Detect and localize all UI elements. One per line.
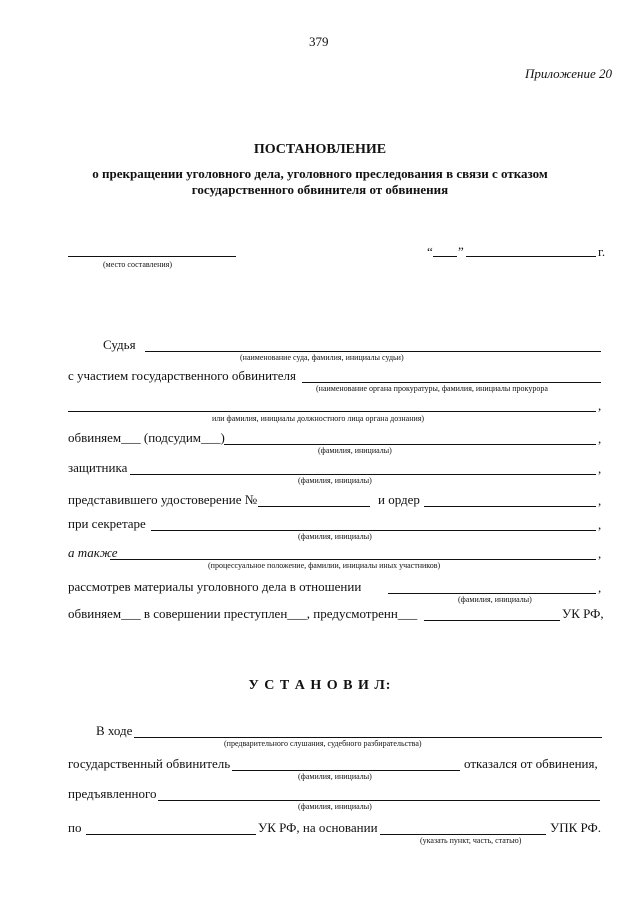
accused-comma: , — [598, 431, 602, 446]
state-prosecutor-field-line[interactable] — [232, 770, 460, 771]
judge-caption: (наименование суда, фамилия, инициалы судьи) — [240, 353, 404, 362]
review-caption: (фамилия, инициалы) — [458, 595, 532, 604]
accused-label: обвиняем___ (подсудим___) — [68, 430, 225, 445]
secretary-caption: (фамилия, инициалы) — [298, 532, 372, 541]
prosecutor-field-line-2[interactable] — [68, 411, 596, 412]
order-label: и ордер — [378, 492, 420, 507]
secretary-field-line[interactable] — [151, 530, 596, 531]
secretary-comma: , — [598, 517, 602, 532]
defender-caption: (фамилия, инициалы) — [298, 476, 372, 485]
during-field-line[interactable] — [134, 737, 602, 738]
date-day-line[interactable] — [433, 256, 457, 257]
during-label: В ходе — [96, 723, 133, 738]
review-label: рассмотрев материалы уголовного дела в отношении — [68, 579, 362, 594]
during-caption: (предварительного слушания, судебного разбирательства) — [224, 739, 422, 748]
document-title: ПОСТАНОВЛЕНИЕ — [253, 142, 387, 157]
defender-field-line[interactable] — [130, 474, 596, 475]
date-quote-close: ” — [458, 244, 464, 259]
upk-label: УПК РФ. — [550, 820, 602, 835]
date-quote-open: “ — [427, 244, 433, 259]
uk-basis-label: УК РФ, на основании — [258, 820, 378, 835]
state-prosecutor-caption: (фамилия, инициалы) — [298, 772, 372, 781]
upk-article-line[interactable] — [380, 834, 546, 835]
review-field-line[interactable] — [388, 593, 596, 594]
crime-label: обвиняем___ в совершении преступлен___, предусмотренн___ — [68, 606, 418, 621]
prosecutor-caption: (наименование органа прокуратуры, фамилия, инициалы прокурора — [316, 384, 548, 393]
certificate-label: представившего удостоверение № — [68, 492, 258, 507]
also-field-line[interactable] — [110, 559, 596, 560]
presented-caption: (фамилия, инициалы) — [298, 802, 372, 811]
also-comma: , — [598, 546, 602, 561]
document-subtitle-line2: государственного обвинителя от обвинения — [191, 182, 449, 197]
place-field-line[interactable] — [68, 256, 236, 257]
by-label: по — [68, 820, 82, 835]
established-heading: У С Т А Н О В И Л: — [248, 678, 392, 693]
date-suffix: г. — [598, 244, 606, 259]
secretary-label: при секретаре — [68, 516, 146, 531]
uk-article-line[interactable] — [86, 834, 256, 835]
accused-caption: (фамилия, инициалы) — [318, 446, 392, 455]
order-field-line[interactable] — [424, 506, 596, 507]
presented-field-line[interactable] — [158, 800, 600, 801]
refused-label: отказался от обвинения, — [464, 756, 598, 771]
prosecutor-caption-2: или фамилия, инициалы должностного лица органа дознания) — [212, 414, 425, 423]
place-caption: (место составления) — [103, 260, 172, 269]
state-prosecutor-label: государственный обвинитель — [68, 756, 231, 771]
defender-comma: , — [598, 461, 602, 476]
review-comma: , — [598, 580, 602, 595]
judge-field-line[interactable] — [145, 351, 601, 352]
appendix-label: Приложение 20 — [524, 66, 612, 81]
also-label: а также — [68, 545, 118, 560]
prosecutor-label: с участием государственного обвинителя — [68, 368, 296, 383]
page-number: 379 — [309, 34, 329, 49]
presented-label: предъявленного — [68, 786, 157, 801]
crime-uk-label: УК РФ, — [562, 606, 604, 621]
order-comma: , — [598, 493, 602, 508]
judge-label: Судья — [103, 337, 136, 352]
crime-article-line[interactable] — [424, 620, 560, 621]
basis-caption: (указать пункт, часть, статью) — [420, 836, 522, 845]
date-month-year-line[interactable] — [466, 256, 596, 257]
accused-field-line[interactable] — [224, 444, 596, 445]
document-subtitle-line1: о прекращении уголовного дела, уголовного преследования в связи с отказом — [92, 166, 548, 181]
defender-label: защитника — [68, 460, 128, 475]
certificate-number-line[interactable] — [258, 506, 370, 507]
prosecutor-field-line[interactable] — [302, 382, 601, 383]
also-caption: (процессуальное положение, фамилии, инициалы иных участников) — [208, 561, 441, 570]
prosecutor-comma: , — [598, 398, 602, 413]
